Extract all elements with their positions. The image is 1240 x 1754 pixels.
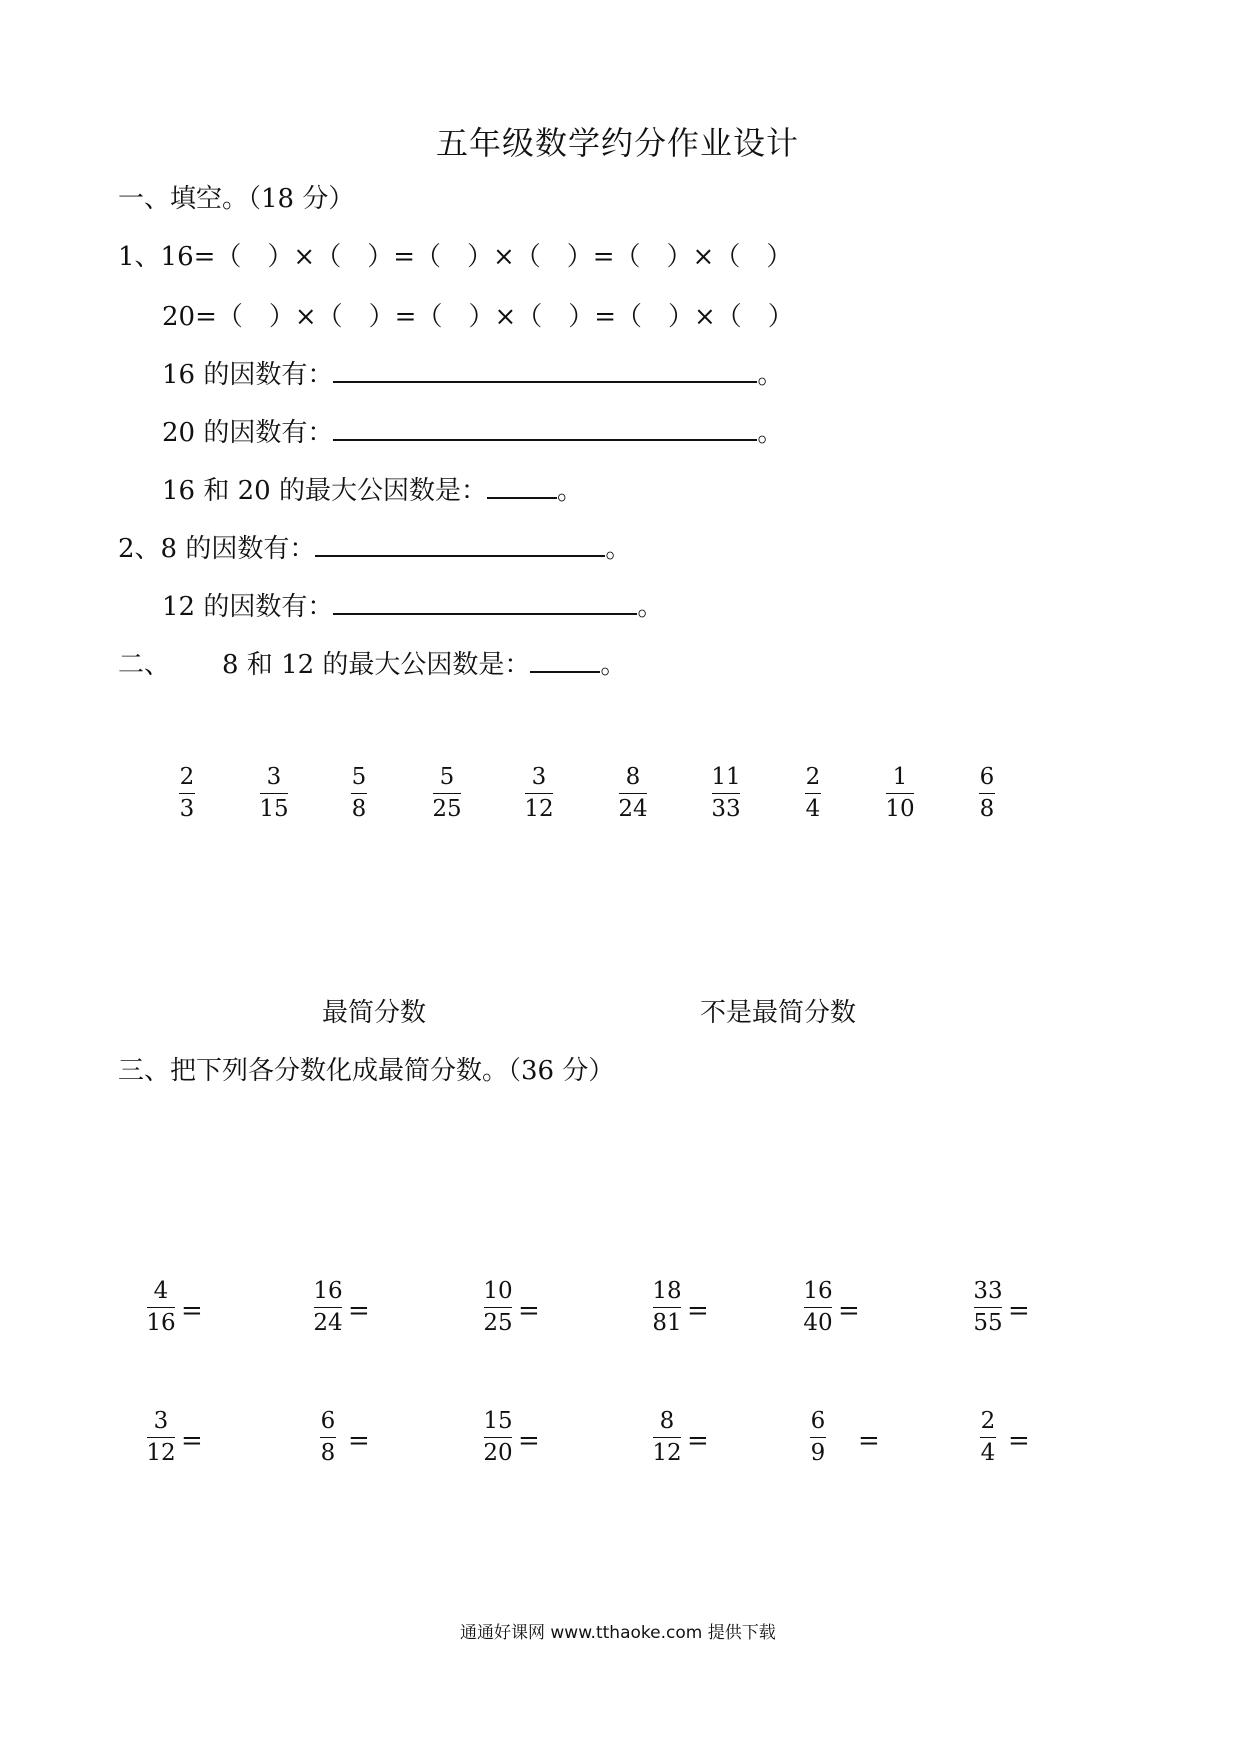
fraction-bar bbox=[179, 793, 195, 794]
section-3-heading: 三、把下列各分数化成最简分数。（36 分） bbox=[118, 1056, 615, 1086]
fraction-denominator: 24 bbox=[313, 1310, 343, 1336]
fraction-numerator: 4 bbox=[153, 1278, 169, 1304]
fraction-denominator: 3 bbox=[179, 796, 195, 822]
fraction-denominator: 20 bbox=[483, 1440, 513, 1466]
factors-12-label: 12 的因数有： bbox=[162, 592, 334, 622]
factors-20-label: 20 的因数有： bbox=[162, 418, 334, 448]
answer-blank[interactable] bbox=[530, 647, 600, 673]
question-2-number: 2、 bbox=[118, 534, 161, 564]
section-1-heading: 一、填空。（18 分） bbox=[118, 184, 355, 214]
gcd-16-20-line bbox=[162, 470, 583, 507]
fraction-bar bbox=[351, 793, 367, 794]
fraction-numerator: 5 bbox=[439, 764, 455, 790]
factors-16-line bbox=[162, 354, 783, 391]
fraction-bar bbox=[804, 1307, 832, 1308]
equals-sign: = bbox=[858, 1426, 880, 1456]
gcd-8-12-line bbox=[222, 644, 626, 681]
label-simplest-fractions: 最简分数 bbox=[322, 998, 427, 1028]
fraction-bar bbox=[147, 1437, 175, 1438]
fraction-denominator: 4 bbox=[980, 1440, 996, 1466]
fraction bbox=[796, 1410, 840, 1465]
fraction-bar bbox=[314, 1307, 342, 1308]
fraction-numerator: 6 bbox=[979, 764, 995, 790]
end-mark: 。 bbox=[556, 476, 583, 506]
answer-blank[interactable] bbox=[333, 589, 637, 615]
fraction-numerator: 5 bbox=[351, 764, 367, 790]
equals-sign: = bbox=[518, 1426, 540, 1456]
fraction-numerator: 2 bbox=[179, 764, 195, 790]
fraction-bar bbox=[147, 1307, 175, 1308]
fraction bbox=[645, 1280, 689, 1335]
equals-sign: = bbox=[687, 1296, 709, 1326]
fraction-denominator: 8 bbox=[979, 796, 995, 822]
fraction-numerator: 2 bbox=[805, 764, 821, 790]
equals-sign: = bbox=[687, 1426, 709, 1456]
fraction-denominator: 15 bbox=[259, 796, 289, 822]
answer-blank[interactable] bbox=[333, 357, 757, 383]
end-mark: 。 bbox=[637, 592, 664, 622]
fraction-denominator: 9 bbox=[810, 1440, 826, 1466]
fraction-denominator: 40 bbox=[803, 1310, 833, 1336]
fraction bbox=[252, 766, 296, 821]
fraction bbox=[306, 1410, 350, 1465]
fraction-bar bbox=[619, 793, 647, 794]
fraction-numerator: 18 bbox=[652, 1278, 682, 1304]
fraction bbox=[476, 1410, 520, 1465]
fraction-numerator: 3 bbox=[531, 764, 547, 790]
fraction-numerator: 8 bbox=[625, 764, 641, 790]
equals-sign: = bbox=[348, 1296, 370, 1326]
fraction bbox=[965, 766, 1009, 821]
fraction-denominator: 12 bbox=[524, 796, 554, 822]
fraction-bar bbox=[320, 1437, 336, 1438]
fraction-denominator: 8 bbox=[351, 796, 367, 822]
fraction-bar bbox=[653, 1437, 681, 1438]
fraction-numerator: 33 bbox=[973, 1278, 1003, 1304]
question-2-line bbox=[118, 528, 631, 565]
fraction-bar bbox=[979, 793, 995, 794]
fraction-denominator: 10 bbox=[885, 796, 915, 822]
fraction-numerator: 15 bbox=[483, 1408, 513, 1434]
fraction-numerator: 2 bbox=[980, 1408, 996, 1434]
end-mark: 。 bbox=[605, 534, 632, 564]
gcd-8-12-label: 8 和 12 的最大公因数是： bbox=[222, 650, 531, 680]
fraction bbox=[476, 1280, 520, 1335]
fraction-denominator: 24 bbox=[618, 796, 648, 822]
fraction-numerator: 11 bbox=[711, 764, 741, 790]
fraction-numerator: 6 bbox=[810, 1408, 826, 1434]
equals-sign: = bbox=[181, 1426, 203, 1456]
fraction-bar bbox=[974, 1307, 1002, 1308]
fraction-bar bbox=[805, 793, 821, 794]
fraction-denominator: 12 bbox=[652, 1440, 682, 1466]
fraction-numerator: 6 bbox=[320, 1408, 336, 1434]
fraction-numerator: 8 bbox=[659, 1408, 675, 1434]
fraction-denominator: 25 bbox=[432, 796, 462, 822]
fraction-numerator: 16 bbox=[803, 1278, 833, 1304]
fraction-denominator: 8 bbox=[320, 1440, 336, 1466]
fraction-denominator: 12 bbox=[146, 1440, 176, 1466]
fraction-numerator: 3 bbox=[266, 764, 282, 790]
fraction bbox=[878, 766, 922, 821]
fraction-bar bbox=[525, 793, 553, 794]
factors-20-line bbox=[162, 412, 783, 449]
fraction-denominator: 4 bbox=[805, 796, 821, 822]
answer-blank[interactable] bbox=[487, 473, 557, 499]
equals-sign: = bbox=[1008, 1426, 1030, 1456]
end-mark: 。 bbox=[600, 650, 627, 680]
fraction-numerator: 10 bbox=[483, 1278, 513, 1304]
fraction bbox=[704, 766, 748, 821]
fraction bbox=[645, 1410, 689, 1465]
fraction bbox=[796, 1280, 840, 1335]
label-not-simplest-fractions: 不是最简分数 bbox=[700, 998, 857, 1028]
end-mark: 。 bbox=[757, 418, 784, 448]
fraction-denominator: 33 bbox=[711, 796, 741, 822]
fraction-denominator: 81 bbox=[652, 1310, 682, 1336]
fraction-denominator: 16 bbox=[146, 1310, 176, 1336]
question-1-row-16 bbox=[118, 236, 792, 273]
fraction-bar bbox=[484, 1307, 512, 1308]
end-mark: 。 bbox=[757, 360, 784, 390]
equals-sign: = bbox=[181, 1296, 203, 1326]
equals-sign: = bbox=[1008, 1296, 1030, 1326]
answer-blank[interactable] bbox=[333, 415, 757, 441]
factors-16-label: 16 的因数有： bbox=[162, 360, 334, 390]
factors-8-label: 8 的因数有： bbox=[160, 534, 316, 564]
fraction-bar bbox=[653, 1307, 681, 1308]
fraction bbox=[139, 1410, 183, 1465]
fraction-bar bbox=[484, 1437, 512, 1438]
factor-pairs-20: 20=（ ）×（ ）=（ ）×（ ）=（ ）×（ ） bbox=[162, 302, 794, 332]
gcd-16-20-label: 16 和 20 的最大公因数是： bbox=[162, 476, 487, 506]
fraction-bar bbox=[712, 793, 740, 794]
fraction bbox=[425, 766, 469, 821]
fraction bbox=[165, 766, 209, 821]
fraction-numerator: 16 bbox=[313, 1278, 343, 1304]
fraction-numerator: 3 bbox=[153, 1408, 169, 1434]
fraction bbox=[966, 1280, 1010, 1335]
equals-sign: = bbox=[348, 1426, 370, 1456]
fraction bbox=[966, 1410, 1010, 1465]
fraction-bar bbox=[260, 793, 288, 794]
fraction-numerator: 1 bbox=[892, 764, 908, 790]
fraction bbox=[791, 766, 835, 821]
answer-blank[interactable] bbox=[315, 531, 605, 557]
fraction bbox=[517, 766, 561, 821]
fraction-bar bbox=[980, 1437, 996, 1438]
fraction bbox=[306, 1280, 350, 1335]
question-1-number: 1、 bbox=[118, 242, 161, 272]
fraction bbox=[139, 1280, 183, 1335]
fraction-bar bbox=[886, 793, 914, 794]
factors-12-line bbox=[162, 586, 663, 623]
fraction-bar bbox=[433, 793, 461, 794]
equals-sign: = bbox=[838, 1296, 860, 1326]
equals-sign: = bbox=[518, 1296, 540, 1326]
page-title: 五年级数学约分作业设计 bbox=[436, 124, 800, 162]
fraction-denominator: 25 bbox=[483, 1310, 513, 1336]
factor-pairs-16: 16=（ ）×（ ）=（ ）×（ ）=（ ）×（ ） bbox=[160, 242, 793, 272]
fraction-denominator: 55 bbox=[973, 1310, 1003, 1336]
fraction bbox=[611, 766, 655, 821]
fraction-bar bbox=[810, 1437, 826, 1438]
footer-text: 通通好课网 www.tthaoke.com 提供下载 bbox=[460, 1623, 776, 1643]
fraction bbox=[337, 766, 381, 821]
section-2-heading: 二、 bbox=[118, 650, 171, 680]
